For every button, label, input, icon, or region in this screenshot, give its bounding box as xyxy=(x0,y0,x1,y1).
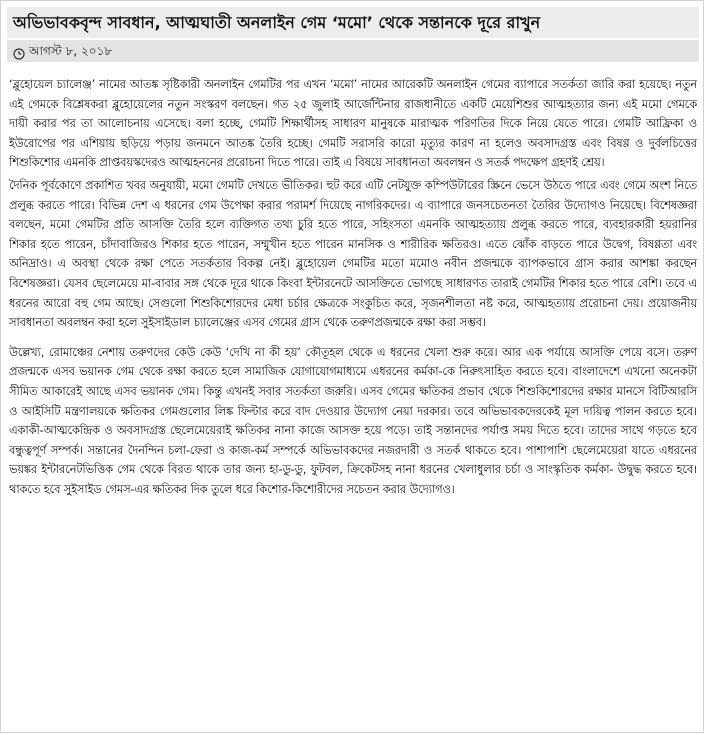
article-headline: অভিভাবকবৃন্দ সাবধান, আত্মঘাতী অনলাইন গেম ‘মমো’ থেকে সন্তানকে দূরে রাখুন xyxy=(7,7,699,38)
article-body xyxy=(9,75,697,729)
article-dateline xyxy=(7,40,699,62)
article-paragraph-3: উল্লেখ্য, রোমাঞ্চের নেশায় তরুণদের কেউ কেউ ‘দেখি না কী হয়’ কৌতূহল থেকে এ ধরনের খেলা শুরু করে। আর এক পর্যায়ে আসক্তি পেয়ে বসে। তরুণ প্রজন্মকে এসব ভয়ানক গেম থেকে রক্ষা করতে হলে সামাজিক যোগাযোগমাধ্যমে এধরনের কর্মকা-কে নিরুৎসাহিত করতে হবে। বাংলাদেশে এখনো অনেকটা সীমিত আকারেই আছে এসব ভয়ানক গেম। কিন্তু এখনই সবার সতর্কতা জরুরি। এসব গেমের ক্ষতিকর প্রভাব থেকে শিশুকিশোরদের রক্ষার মানসে বিটিআরসি ও আইসিটি মন্ত্রণালয়কে ক্ষতিকর গেমগুলোর লিঙ্ক ফিল্টার করে বাদ দেওয়ার উদ্যোগ নেয়া দরকার। তবে অভিভাবকদেরকেই মূল দায়িত্ব পালন করতে হবে। একাকী-আত্মকেন্দ্রিক ও অবসাদগ্রস্ত ছেলেমেয়েরাই ক্ষতিকর নানা কাজে আসক্ত হয়ে পড়ে। তাই সন্তানদের পর্যাপ্ত সময় দিতে হবে। তাদের সাথে গড়তে হবে বন্ধুত্বপূর্ণ সম্পর্ক। সন্তানের দৈনন্দিন চলা-ফেরা ও কাজ-কর্ম সম্পর্কে অভিভাবকদের নজরদারী ও সতর্ক থাকতে হবে। পাশাপাশি ছেলেমেয়েরা যাতে এধরনের ভয়ঙ্কর ইন্টারনেটভিত্তিক গেম থেকে বিরত থাকে তার জন্য হা-ডু-ডু, ফুটবল, ক্রিকেটসহ নানা ধরনের খেলাধুলার চর্চা ও সাংস্কৃতিক কর্মকা- উদ্বুদ্ধ করতে হবে। থাকতে হবে সুইসাইড গেমস-এর ক্ষতিকর দিক তুলে ধরে কিশোর-কিশোরীদের সচেতন করার উদ্যোগও। xyxy=(9,345,697,496)
article-paragraph-1: ‘ব্লুহোয়েল চ্যালেঞ্জ’ নামের আতঙ্ক সৃষ্টিকারী অনলাইন গেমটির পর এখন ‘মমো’ নামের আরেকটি অনলাইন গেমের ব্যাপারে সতর্কতা জারি করা হয়েছে। নতুন এই গেমকে বিশ্লেষকরা ব্লুহোয়েলের নতুন সংস্করণ বলছেন। গত ২৫ জুলাই আর্জেন্টিনার রাজধানীতে একটি মেয়েশিশুর আত্মহত্যার জন্য এই মমো গেমকে দায়ী করার পর তা আলোচনায় এসেছে। বলা হচ্ছে, গেমটি শিক্ষার্থীসহ সাধারণ মানুষকে মারাত্মক পরিণতির দিকে নিয়ে যেতে পারে। গেমটি আফ্রিকা ও ইউরোপের পর এশিয়ায় ছড়িয়ে পড়ায় জনমনে আতঙ্ক তৈরি হচ্ছে। গেমটি সরাসরি কারো মৃত্যুর কারণ না হলেও অবসাদগ্রস্ত এবং বিষণ্ণ ও দুর্বলচিত্তের শিশুকিশোর এমনকি প্রাপ্তবয়স্কদেরও আত্মহননের প্ররোচনা দিতে পারে। তাই এ বিষয়ে সাবধানতা অবলম্বন ও সতর্ক পদক্ষেপ গ্রহণই শ্রেয়। xyxy=(9,78,697,170)
clock-icon xyxy=(13,45,25,57)
article-paragraph-2: দৈনিক পূর্বকোণে প্রকাশিত খবর অনুযায়ী, মমো গেমটি দেখতে ভীতিকর। হুট করে এটি নেটযুক্ত কম্পিউটারের স্ক্রিনে ভেসে উঠতে পারে এবং গেমে অংশ নিতে প্রলুব্ধ করতে পারে। বিভিন্ন দেশ এ ধরনের গেম উপেক্ষা করার পরামর্শ দিয়েছে নাগরিকদের। এ ব্যাপারে জনসচেতনতা তৈরির উদ্যোগও নিয়েছে। বিশেষজ্ঞরা বলছেন, মমো গেমটির প্রতি আসক্তি তৈরি হলে ব্যক্তিগত তথ্য চুরি হতে পারে, সহিংসতা এমনকি আত্মহত্যায় প্রলুব্ধ করতে পারে, ব্যবহারকারী হয়রানির শিকার হতে পারেন, চাঁদাবাজিরও শিকার হতে পারেন, সম্মুখীন হতে পারেন মানসিক ও শারীরিক ক্ষতিরও। এতে ঝোঁক বাড়তে পারে উদ্বেগ, বিষণ্ণতা এবং অনিদ্রাও। এ অবস্থা থেকে রক্ষা পেতে সতর্কতার বিকল্প নেই। ব্লুহোয়েল গেমটির মতো মমোও নবীন প্রজন্মকে ব্যাপকভাবে গ্রাস করার আশঙ্কা করছেন বিশেষজ্ঞরা। যেসব ছেলেমেয়ে মা-বাবার সঙ্গ থেকে দূরে থাকে কিংবা ইন্টারনেটে আসক্তিতে ভোগছে সাধারণত তারাই গেমটির শিকার হতে পারে বেশি। তবে এ ধরনের আরো বহু গেম আছে। সেগুলো শিশুকিশোরদের মেধা চর্চার ক্ষেত্রকে সংকুচিত করে, সৃজনশীলতা নষ্ট করে, আত্মহত্যায় প্ররোচনা দেয়। প্রয়োজনীয় সাবধানতা অবলম্বন করা হলে সুইসাইডাল চ্যালেঞ্জের এসব গেমের গ্রাস থেকে তরুণপ্রজন্মকে রক্ষা করা সম্ভব। xyxy=(9,178,697,330)
publish-date: আগস্ট ৮, ২০১৮ xyxy=(29,44,113,58)
